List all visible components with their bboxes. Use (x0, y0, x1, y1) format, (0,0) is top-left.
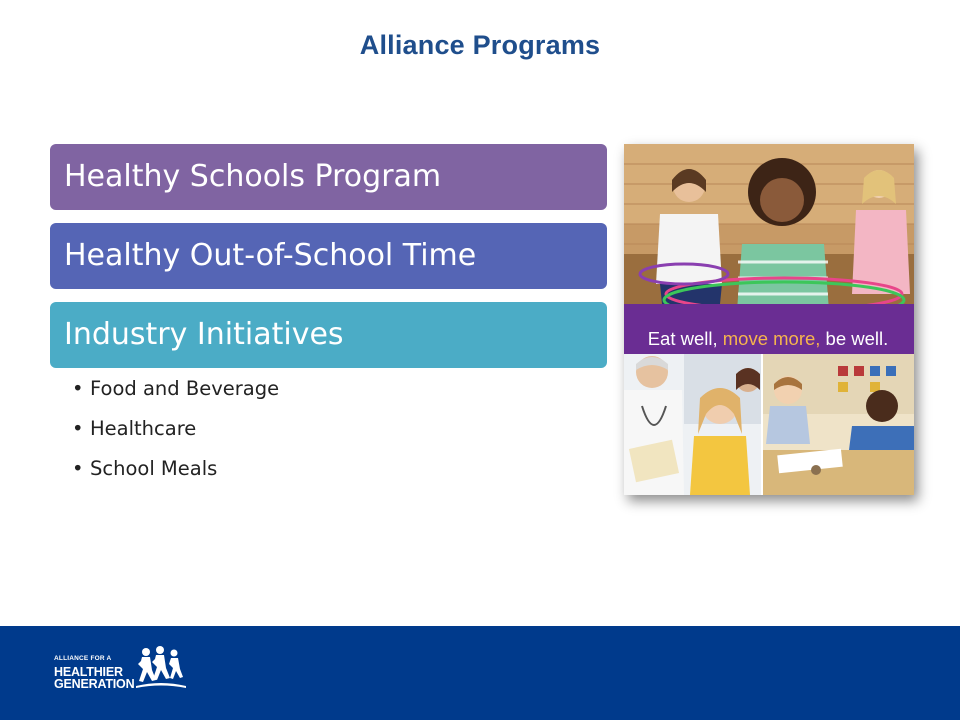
logo-wordmark (54, 656, 134, 691)
list-item-label: Food and Beverage (90, 377, 280, 400)
program-bar-out-of-school-time: Healthy Out-of-School Time (50, 223, 607, 289)
list-item (72, 372, 279, 412)
slide-title: Alliance Programs (359, 30, 601, 60)
list-item (72, 412, 279, 452)
collage-tagline (624, 324, 912, 354)
bullet-icon: • (72, 457, 84, 480)
tagline-part-move-more: move more, (722, 328, 821, 349)
program-bar-healthy-schools: Healthy Schools Program (50, 144, 607, 210)
logo-line-3: GENERATION (54, 677, 135, 691)
bullet-icon: • (72, 377, 84, 400)
bullet-icon: • (72, 417, 84, 440)
list-item (72, 452, 279, 492)
logo-line-1: ALLIANCE FOR A (54, 655, 112, 662)
tagline-part-eat-well: Eat well, (647, 328, 723, 349)
running-figures-icon (136, 646, 186, 690)
program-bar-industry-initiatives: Industry Initiatives (50, 302, 607, 368)
list-item-label: School Meals (90, 457, 218, 480)
logo-line-2: HEALTHIER (54, 664, 123, 679)
list-item-label: Healthcare (90, 417, 197, 440)
collage-illustration (624, 144, 914, 495)
industry-initiatives-list (72, 372, 279, 492)
alliance-logo (54, 646, 204, 698)
program-photo-collage (624, 144, 914, 495)
tagline-part-be-well: be well. (820, 328, 889, 349)
